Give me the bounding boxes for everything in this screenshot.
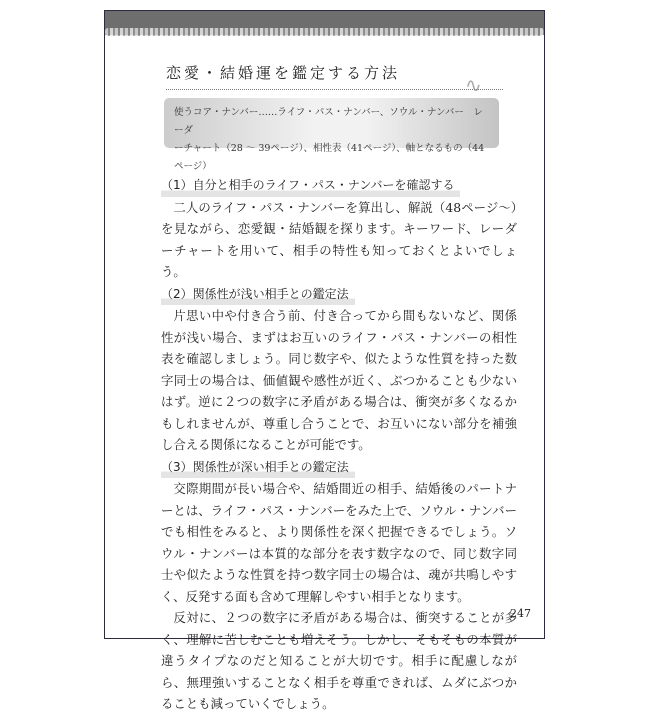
page-title: 恋愛・結婚運を鑑定する方法 <box>166 64 401 82</box>
paragraph: 交際期間が長い場合や、結婚間近の相手、結婚後のパートナーとは、ライフ・パス・ナンバーをみた上で、ソウル・ナンバーでも相性をみると、より関係性を深く把握できるでしょう。ソウル・ナンバーは本質的な部分を表す数字なので、同じ数字同士や似たような性質を持つ数字同士の場合は、魂が共鳴しやすく、反発する面も含めて理解しやすい相手となります。 <box>161 481 517 604</box>
paragraph: 片思い中や付き合う前、付き合ってから間もないなど、関係性が浅い場合、まずはお互いのライフ・パス・ナンバーの相性表を確認しましょう。同じ数字や、似たような性質を持った数字同士の場合は、価値観や感性が近く、ぶつかることも少ないはず。逆に２つの数字に矛盾がある場合は、衝突が多くなるかもしれませんが、尊重し合うことで、お互いにない部分を補強し合える関係になることが可能です。 <box>161 308 517 452</box>
title-divider <box>166 89 503 90</box>
header-band <box>105 11 544 35</box>
section-heading-3: （3）関係性が深い相手との鑑定法 <box>161 457 355 479</box>
lace-border <box>105 28 544 36</box>
paragraph: 反対に、２つの数字に矛盾がある場合は、衝突することが多く、理解に苦しむことも増えそう。しかし、そもそもの本質が違うタイプなのだと知ることが大切です。相手に配慮しながら、無理強いすることなく相手を尊重できれば、ムダにぶつかることも減っていくでしょう。 <box>161 610 517 711</box>
section-heading-1: （1）自分と相手のライフ・パス・ナンバーを確認する <box>161 175 460 197</box>
core-number-box <box>164 98 499 172</box>
section-heading-2: （2）関係性が浅い相手との鑑定法 <box>161 284 355 306</box>
book-page <box>104 10 545 711</box>
paragraph: 二人のライフ・パス・ナンバーを算出し、解説（48ページ～）を見ながら、恋愛観・結婚観を探ります。キーワード、レーダーチャートを用いて、相手の特性も知っておくとよいでしょう。 <box>161 199 517 279</box>
swirl-ornament-icon: ∿ <box>465 73 482 97</box>
box-line-1: 使うコア・ナンバー……ライフ・パス・ナンバー、ソウル・ナンバー レーダ <box>174 107 483 136</box>
page-number: 247 <box>510 607 531 620</box>
box-line-2: ーチャート（28 ～ 39ページ）、相性表（41ページ）、軸となるもの（44ページ） <box>174 143 485 172</box>
body-text <box>161 174 517 715</box>
